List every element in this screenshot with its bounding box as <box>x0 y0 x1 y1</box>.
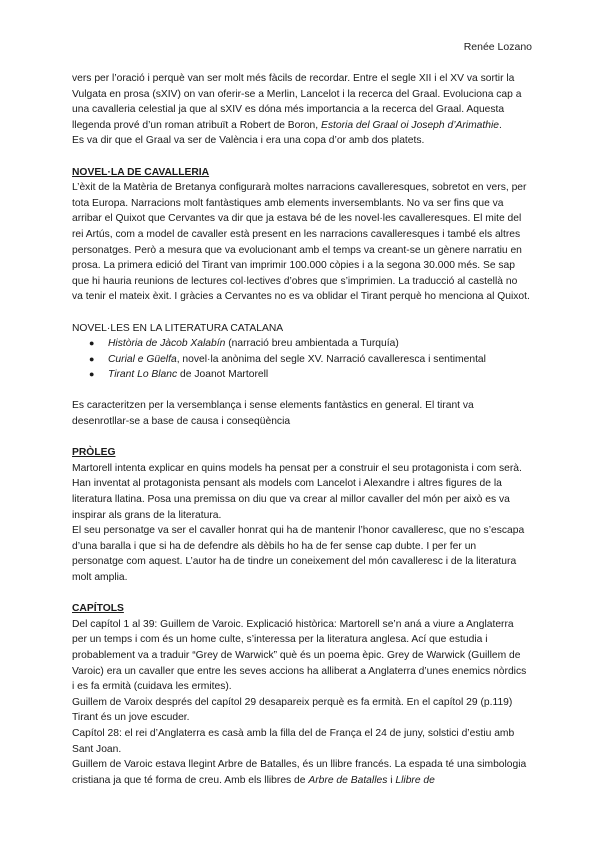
proleg-paragraph-1: Martorell intenta explicar en quins models ha pensat per a construir el seu protagonista i com serà. Han inventat al protagonista pensant als models com Lancelot i Alexandre i altres figures de la literatura llatina. Posa una premissa on diu que va crear al millor cavaller del món per això es va inspirar als grans de la literatura. <box>72 462 522 521</box>
header-author: Renée Lozano <box>463 41 532 53</box>
novela-catalan-subheading: NOVEL·LES EN LA LITERATURA CATALANA <box>72 322 284 334</box>
capitols-paragraph-3: Capítol 28: el rei d’Anglaterra es casà amb la filla del de França el 24 de juny, solstici d’estiu amb Sant Joan. <box>72 727 515 755</box>
novela-heading: NOVEL·LA DE CAVALLERIA <box>72 166 210 178</box>
capitols-paragraph-4 <box>72 757 530 788</box>
capitols-text: Guillem de Varoic estava llegint Arbre de Batalles, és un llibre francés. La espada té una simbologia cristiana ja que té forma de creu. Amb els llibres de <box>72 759 527 786</box>
list-item <box>89 367 530 383</box>
intro-book-title: Estoria del Graal oi Joseph d’Arimathie <box>321 119 499 131</box>
list-item-title: Curial e Güelfa <box>108 353 177 365</box>
bullet-icon: ● <box>89 353 95 364</box>
novela-closing-paragraph: Es caracteritzen per la versemblança i sense elements fantàstics en general. El tirant va desenrotllar-se a base de causa i conseqüència <box>72 400 474 428</box>
capitols-paragraph-1: Del capítol 1 al 39: Guillem de Varoic. Explicació històrica: Martorell se’n aná a viure a Anglaterra per un temps i com és un home culte, s’interessa per la literatura anglesa. Ací que estudia i probablement va a traduir “Grey de Warwick” què és un poema èpic. Grey de Warwick (Guillem de Varoic) era un cavaller que entre les seves accions ha alliberat a Anglaterra d’unes enemics nòrdics i es fa ermità (cuidava les ermites). <box>72 618 527 693</box>
proleg-paragraph-2: El seu personatge va ser el cavaller honrat qui ha de mantenir l’honor cavalleresc, que no s’escapa d’una baralla i que si ha de defendre als dèbils ho ha de fer sense cap dubte. I per fer un personatge com aquest. L’autor ha de tindre un coneixement del món cavalleresc i de la literatura molt amplia. <box>72 525 525 583</box>
list-item-text: (narració breu ambientada a Turquía) <box>225 338 399 350</box>
list-item <box>89 336 530 352</box>
graal-paragraph: Es va dir que el Graal va ser de València i era una copa d’or amb dos platets. <box>72 135 425 147</box>
list-item-text: de Joanot Martorell <box>177 369 269 381</box>
capitols-paragraph-2: Guillem de Varoix després del capítol 29 desapareix perquè es fa ermità. En el capítol 29 (p.119) Tirant és un jove escuder. <box>72 696 513 724</box>
list-item-title: Tirant Lo Blanc <box>108 369 178 381</box>
list-item <box>89 352 530 368</box>
capitols-heading: CAPÍTOLS <box>72 603 124 615</box>
intro-paragraph <box>72 71 530 133</box>
document-body <box>72 71 530 788</box>
book-title-llibre: Llibre de <box>395 774 435 786</box>
bullet-icon: ● <box>89 369 95 380</box>
intro-text: vers per l’oració i perquè van ser molt més fàcils de recordar. Entre el segle XII i el XV va sortir la Vulgata en prosa (sXIV) on van oferir-se a Merlin, Lancelot i la recerca del Graal. Evoluciona cap a una cavalleria celestial ja que al sXIV es dóna més importancia a la recerca del Graal. Aquesta llegenda prové d’un roman atribuït a Robert de Boron, <box>72 73 522 131</box>
book-title-arbre: Arbre de Batalles <box>308 774 388 786</box>
capitols-conjunction: i <box>387 774 396 786</box>
intro-end: . <box>499 119 502 131</box>
list-item-text: , novel·la anònima del segle XV. Narració cavalleresca i sentimental <box>176 353 486 365</box>
novel-list <box>72 336 530 383</box>
list-item-title: Història de Jàcob Xalabín <box>108 338 226 350</box>
novela-paragraph: L’èxit de la Matèria de Bretanya configurarà moltes narracions cavalleresques, sobretot en vers, per tota Europa. Narracions molt fantàstiques amb elements inversemblants. No va ser fins que va arribar el Quixot que Cervantes va dir que ja estava bé de les novel·les cavalleresques. El mite del rei Artús, com a model de cavaller està present en les narracions cavalleresques i també els altres personatges. Però a mesura que va evolucionant amb el temps va creant-se un gènere narratiu en prosa. La primera edició del Tirant van imprimir 100.000 còpies i a la segona 30.000 més. Se sap que hi hauria reunions de lectures col·lectives d’obres que s’imprimien. La traducció al castellà no va tenir el mateix èxit. I gràcies a Cervantes no es va oblidar el Tirant perquè ho menciona al Quixot. <box>72 182 530 303</box>
proleg-heading: PRÒLEG <box>72 447 116 459</box>
bullet-icon: ● <box>89 338 95 349</box>
